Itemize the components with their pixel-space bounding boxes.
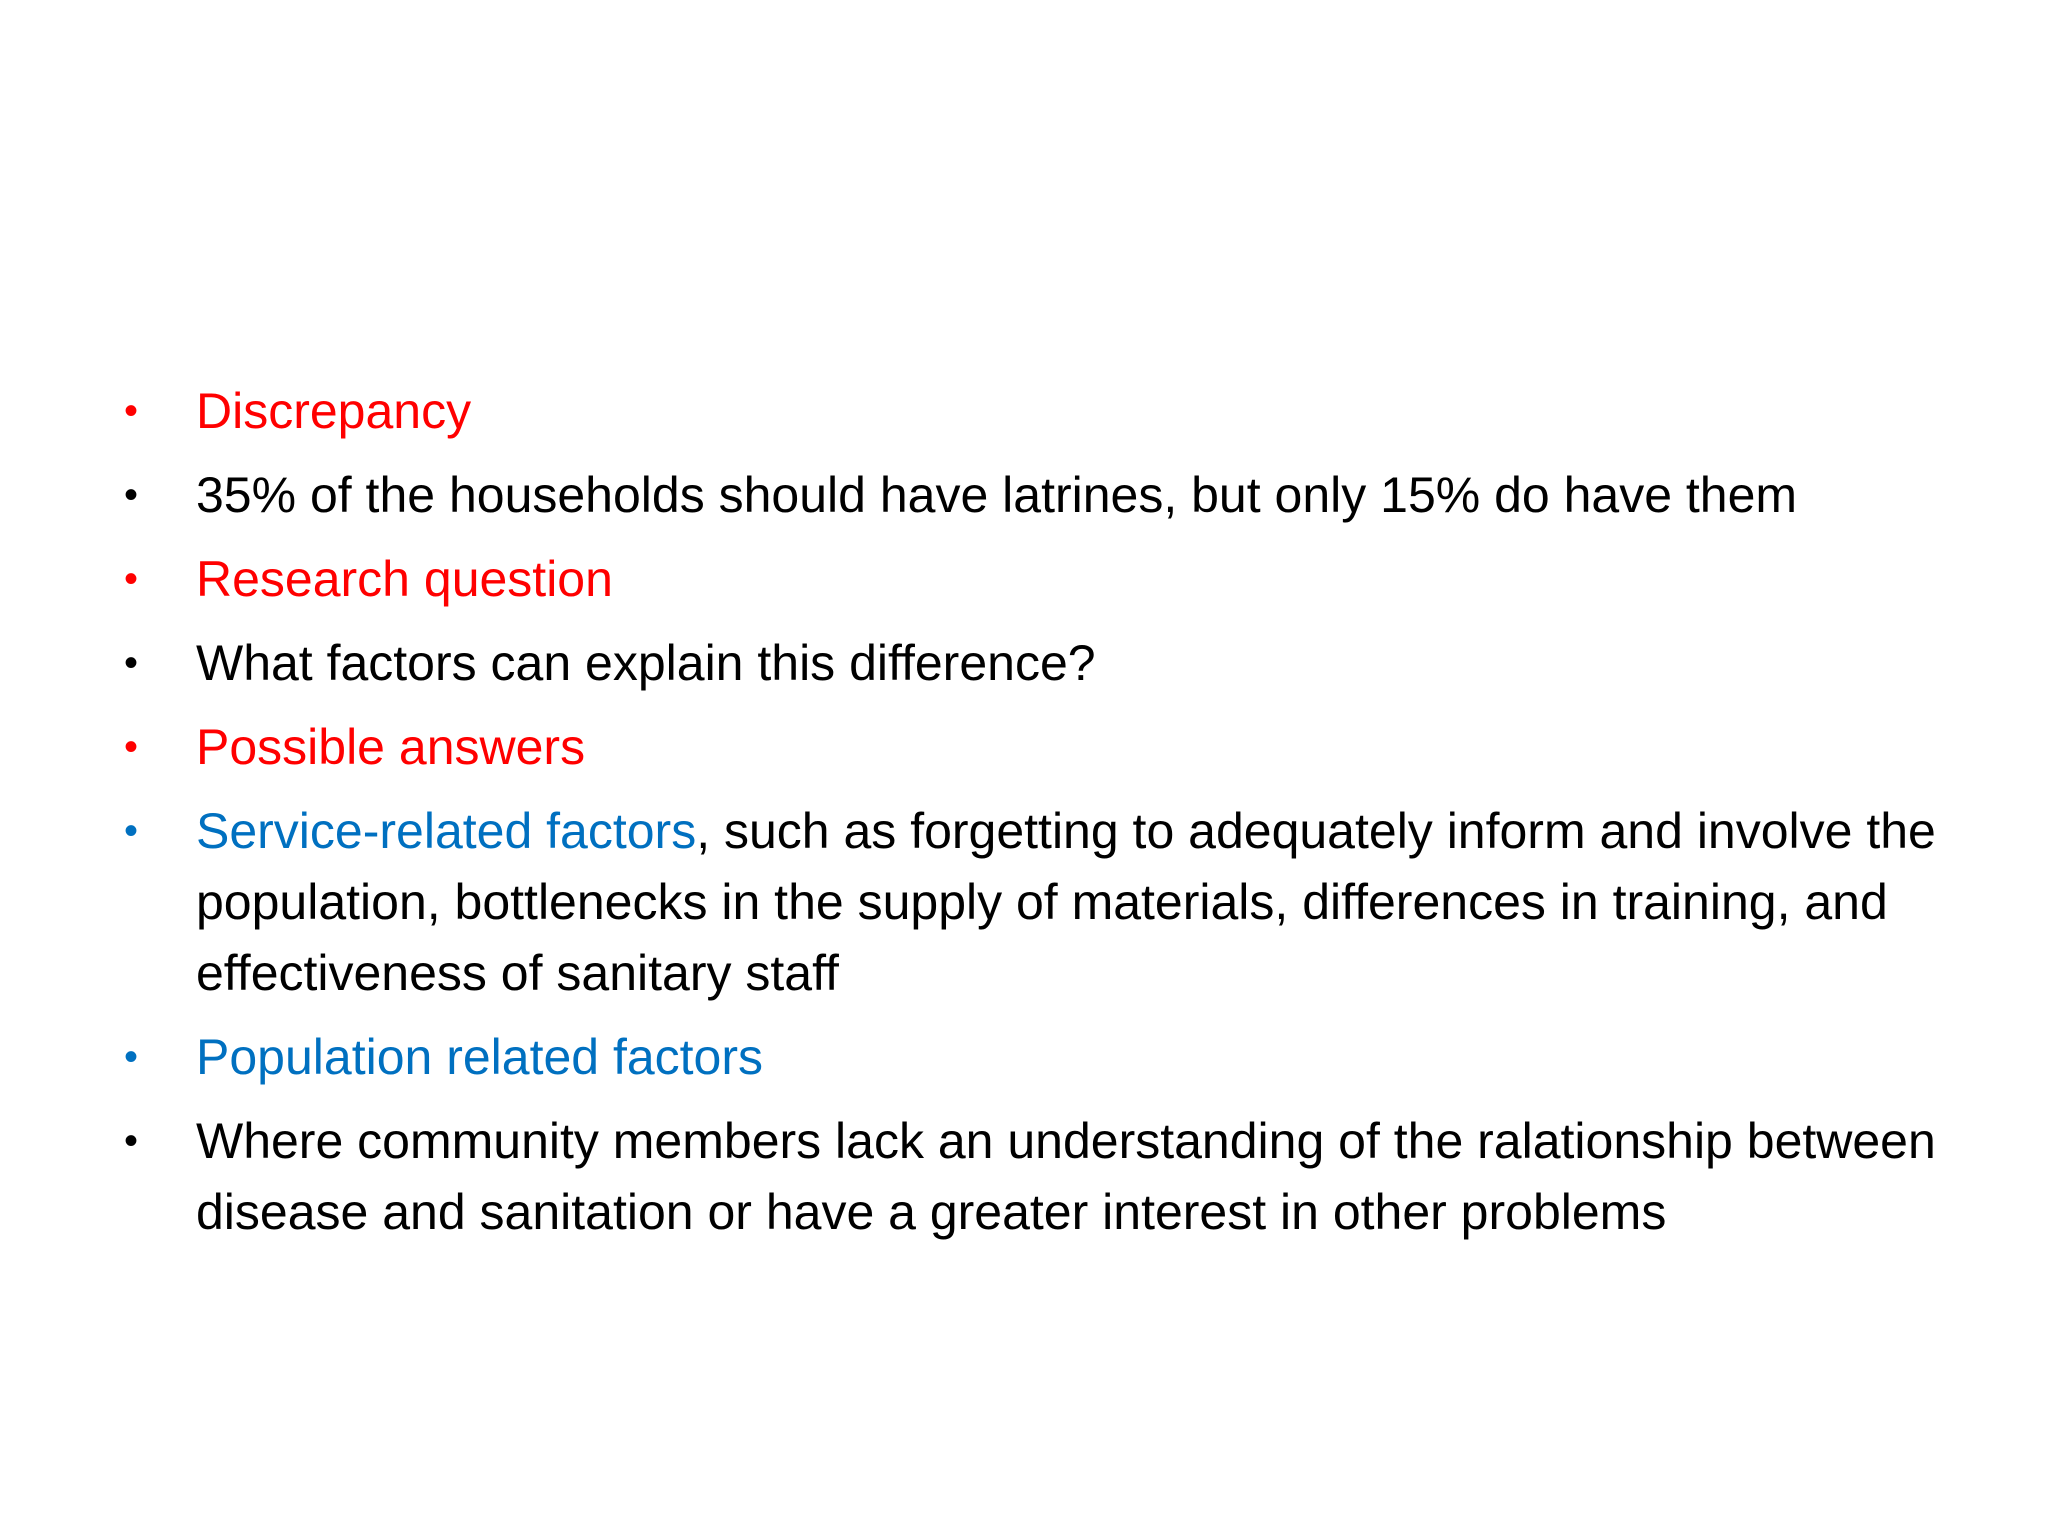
bullet-item-research-question bbox=[120, 544, 1960, 615]
bullet-dot-icon: • bbox=[124, 725, 139, 769]
bullet-heading-population-factors: Population related factors bbox=[196, 1029, 764, 1085]
bullet-item-statistic bbox=[120, 460, 1960, 531]
bullet-text-question: What factors can explain this difference? bbox=[196, 635, 1096, 691]
bullet-item-question bbox=[120, 628, 1960, 699]
bullet-text-community: Where community members lack an understanding of the ralationship between disease and sanitation or have a greater interest in other problems bbox=[196, 1113, 1936, 1240]
bullet-dot-icon: • bbox=[124, 1119, 139, 1163]
bullet-item-community bbox=[120, 1106, 1960, 1248]
bullet-heading-discrepancy: Discrepancy bbox=[196, 383, 472, 439]
bullet-list bbox=[120, 376, 1960, 1248]
bullet-heading-possible-answers: Possible answers bbox=[196, 719, 586, 775]
bullet-text-statistic: 35% of the households should have latrines, but only 15% do have them bbox=[196, 467, 1798, 523]
bullet-item-discrepancy bbox=[120, 376, 1960, 447]
bullet-heading-research-question: Research question bbox=[196, 551, 613, 607]
bullet-highlight-service-factors: Service-related factors bbox=[196, 803, 697, 859]
bullet-dot-icon: • bbox=[124, 557, 139, 601]
bullet-dot-icon: • bbox=[124, 641, 139, 685]
bullet-dot-icon: • bbox=[124, 473, 139, 517]
bullet-text-service-factors: , such as forgetting to adequately inform and involve the population, bottlenecks in the supply of materials, differences in training, and effectiveness of sanitary staff bbox=[196, 803, 1936, 1001]
bullet-item-service-factors bbox=[120, 796, 1960, 1009]
bullet-item-possible-answers bbox=[120, 712, 1960, 783]
bullet-dot-icon: • bbox=[124, 1035, 139, 1079]
bullet-item-population-factors bbox=[120, 1022, 1960, 1093]
bullet-dot-icon: • bbox=[124, 389, 139, 433]
bullet-dot-icon: • bbox=[124, 809, 139, 853]
